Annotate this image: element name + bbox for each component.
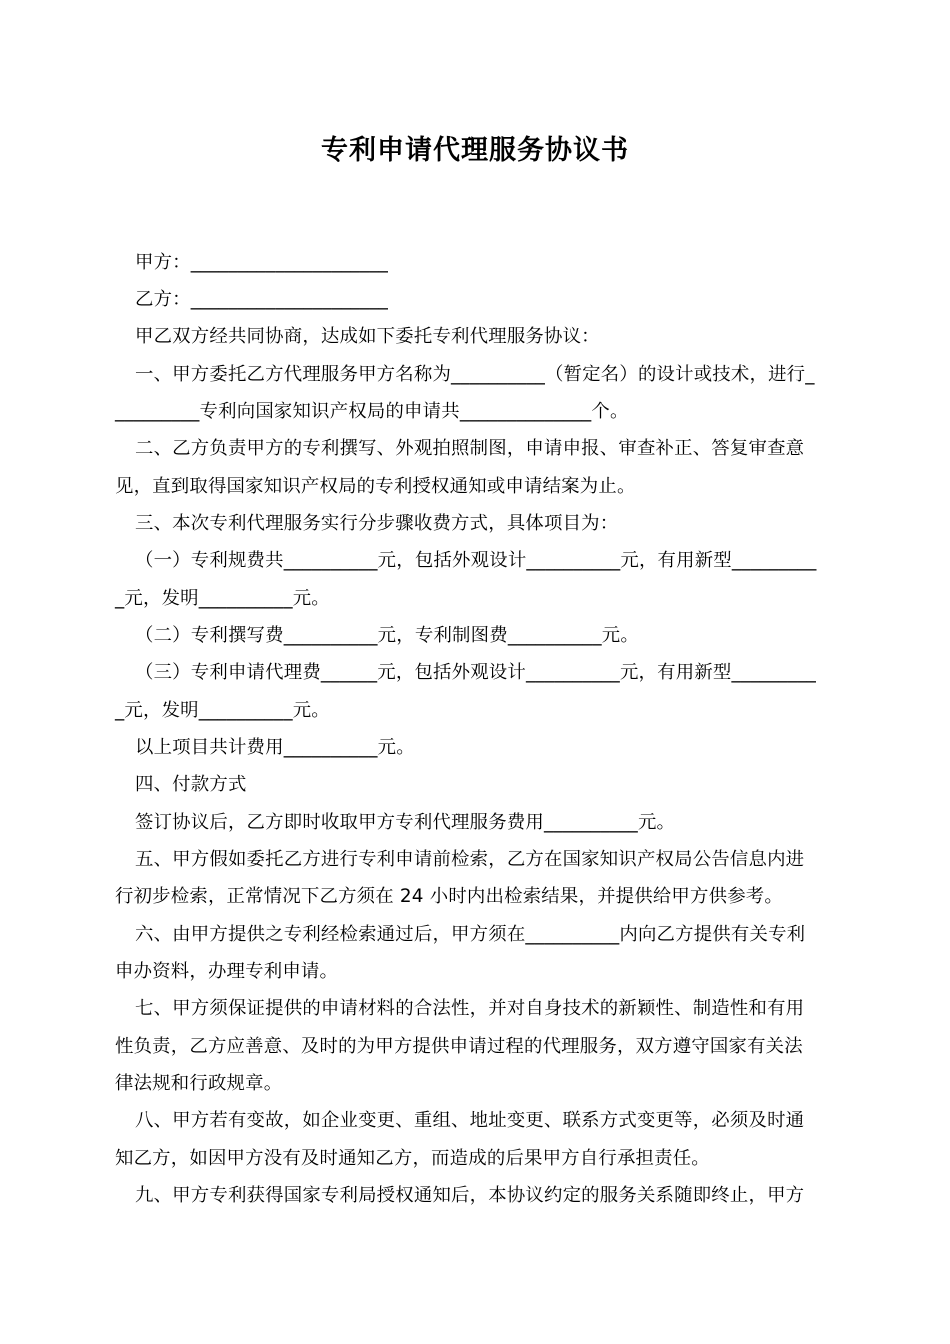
clause-7-line-1: 七、甲方须保证提供的申请材料的合法性，并对自身技术的新颖性、制造性和有用: [135, 998, 805, 1019]
clause-6-line-1: 六、由甲方提供之专利经检索通过后，甲方须在__________内向乙方提供有关专利: [135, 924, 806, 945]
clause-2-line-1: 二、乙方负责甲方的专利撰写、外观拍照制图，申请申报、审查补正、答复审查意: [135, 438, 805, 459]
clause-5-line-2: 行初步检索，正常情况下乙方须在 24 小时内出检索结果，并提供给甲方供参考。: [115, 886, 783, 907]
clause-3-line: 三、本次专利代理服务实行分步骤收费方式，具体项目为：: [135, 513, 619, 534]
fee-item-2-line: （二）专利撰写费__________元，专利制图费__________元。: [135, 625, 639, 646]
fee-item-3-line-2: _元，发明__________元。: [115, 700, 330, 721]
clause-6-line-2: 申办资料，办理专利申请。: [115, 961, 339, 982]
clause-4-line: 签订协议后，乙方即时收取甲方专利代理服务费用__________元。: [135, 812, 676, 833]
clause-1-line-2: _________专利向国家知识产权局的申请共______________个。: [115, 401, 629, 422]
fee-item-3-line-1: （三）专利申请代理费______元，包括外观设计__________元，有用新型_________: [135, 662, 817, 683]
clause-4-heading: 四、付款方式: [135, 774, 247, 795]
clause-8-line-1: 八、甲方若有变故，如企业变更、重组、地址变更、联系方式变更等，必须及时通: [135, 1110, 805, 1131]
clause-7-line-2: 性负责，乙方应善意、及时的为甲方提供申请过程的代理服务，双方遵守国家有关法: [115, 1036, 803, 1057]
clause-9-line-1: 九、甲方专利获得国家专利局授权通知后，本协议约定的服务关系随即终止，甲方: [135, 1185, 805, 1206]
party-a-line: 甲方：_____________________: [135, 252, 389, 273]
clause-1-line-1: 一、甲方委托乙方代理服务甲方名称为__________（暂定名）的设计或技术，进行_: [135, 364, 815, 385]
fee-item-1-line-1: （一）专利规费共__________元，包括外观设计__________元，有用新型_________: [135, 550, 817, 571]
fee-total-line: 以上项目共计费用__________元。: [135, 737, 415, 758]
fee-item-1-line-2: _元，发明__________元。: [115, 588, 330, 609]
clause-2-line-2: 见，直到取得国家知识产权局的专利授权通知或申请结案为止。: [115, 476, 636, 497]
clause-7-line-3: 律法规和行政规章。: [115, 1073, 283, 1094]
party-b-line: 乙方：_____________________: [135, 289, 389, 310]
clause-5-line-1: 五、甲方假如委托乙方进行专利申请前检索，乙方在国家知识产权局公告信息内进: [135, 849, 805, 870]
clause-8-line-2: 知乙方，如因甲方没有及时通知乙方，而造成的后果甲方自行承担责任。: [115, 1148, 710, 1169]
intro-line: 甲乙双方经共同协商，达成如下委托专利代理服务协议：: [135, 326, 600, 347]
document-title: 专利申请代理服务协议书: [321, 135, 629, 166]
